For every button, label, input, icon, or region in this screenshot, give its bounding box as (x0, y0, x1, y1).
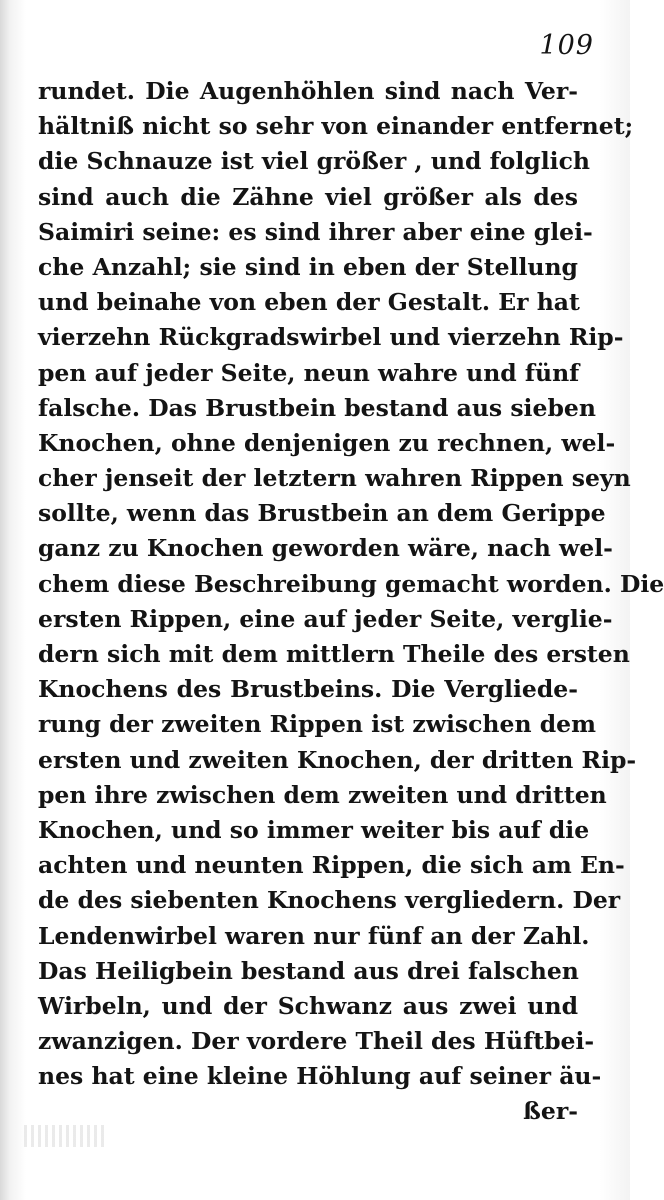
text-line: chem diese Beschreibung gemacht worden. Die (38, 569, 664, 598)
text-line: sind auch die Zähne viel größer als des (38, 182, 578, 211)
text-line: rundet. Die Augenhöhlen sind nach Ver- (38, 77, 578, 105)
show-through-smudge (24, 1125, 104, 1147)
text-line: Knochen, und so immer weiter bis auf die (38, 815, 590, 844)
text-line: pen ihre zwischen dem zweiten und dritten (38, 780, 607, 809)
text-line: Wirbeln, und der Schwanz aus zwei und (38, 991, 578, 1020)
text-line: falsche. Das Brustbein bestand aus sieben (38, 393, 596, 422)
text-line: che Anzahl; sie sind in eben der Stellung (38, 252, 578, 281)
text-line: Lendenwirbel waren nur fünf an der Zahl. (38, 921, 590, 950)
text-line: Knochens des Brustbeins. Die Vergliede- (38, 675, 578, 704)
text-line: de des siebenten Knochens vergliedern. Der (38, 886, 621, 915)
text-line: achten und neunten Rippen, die sich am En- (38, 851, 625, 880)
text-line: und beinahe von eben der Gestalt. Er hat (38, 288, 580, 317)
text-line: pen auf jeder Seite, neun wahre und fünf (38, 358, 580, 387)
text-line: rung der zweiten Rippen ist zwischen dem (38, 710, 596, 739)
catchword: ßer- (523, 1097, 578, 1126)
body-text (38, 74, 664, 1130)
text-line: Das Heiligbein bestand aus drei falschen (38, 956, 579, 985)
text-line: nes hat eine kleine Höhlung auf seiner äu- (38, 1062, 602, 1091)
text-line: vierzehn Rückgradswirbel und vierzehn Rip- (38, 323, 624, 352)
text-line: hältniß nicht so sehr von einander entfernet; (38, 112, 634, 141)
text-line: cher jenseit der letztern wahren Rippen seyn (38, 464, 631, 493)
text-line: ersten und zweiten Knochen, der dritten Rip- (38, 745, 637, 774)
text-line: Knochen, ohne denjenigen zu rechnen, wel- (38, 428, 616, 457)
text-line: zwanzigen. Der vordere Theil des Hüftbei- (38, 1027, 595, 1056)
text-line: die Schnauze ist viel größer , und folglich (38, 147, 590, 176)
text-line: sollte, wenn das Brustbein an dem Gerippe (38, 499, 606, 528)
text-line: ersten Rippen, eine auf jeder Seite, verglie- (38, 604, 613, 633)
text-line: Saimiri seine: es sind ihrer aber eine glei- (38, 217, 593, 246)
text-line: dern sich mit dem mittlern Theile des ersten (38, 640, 630, 668)
page-number: 109 (539, 30, 594, 61)
text-line: ganz zu Knochen geworden wäre, nach wel- (38, 534, 613, 563)
